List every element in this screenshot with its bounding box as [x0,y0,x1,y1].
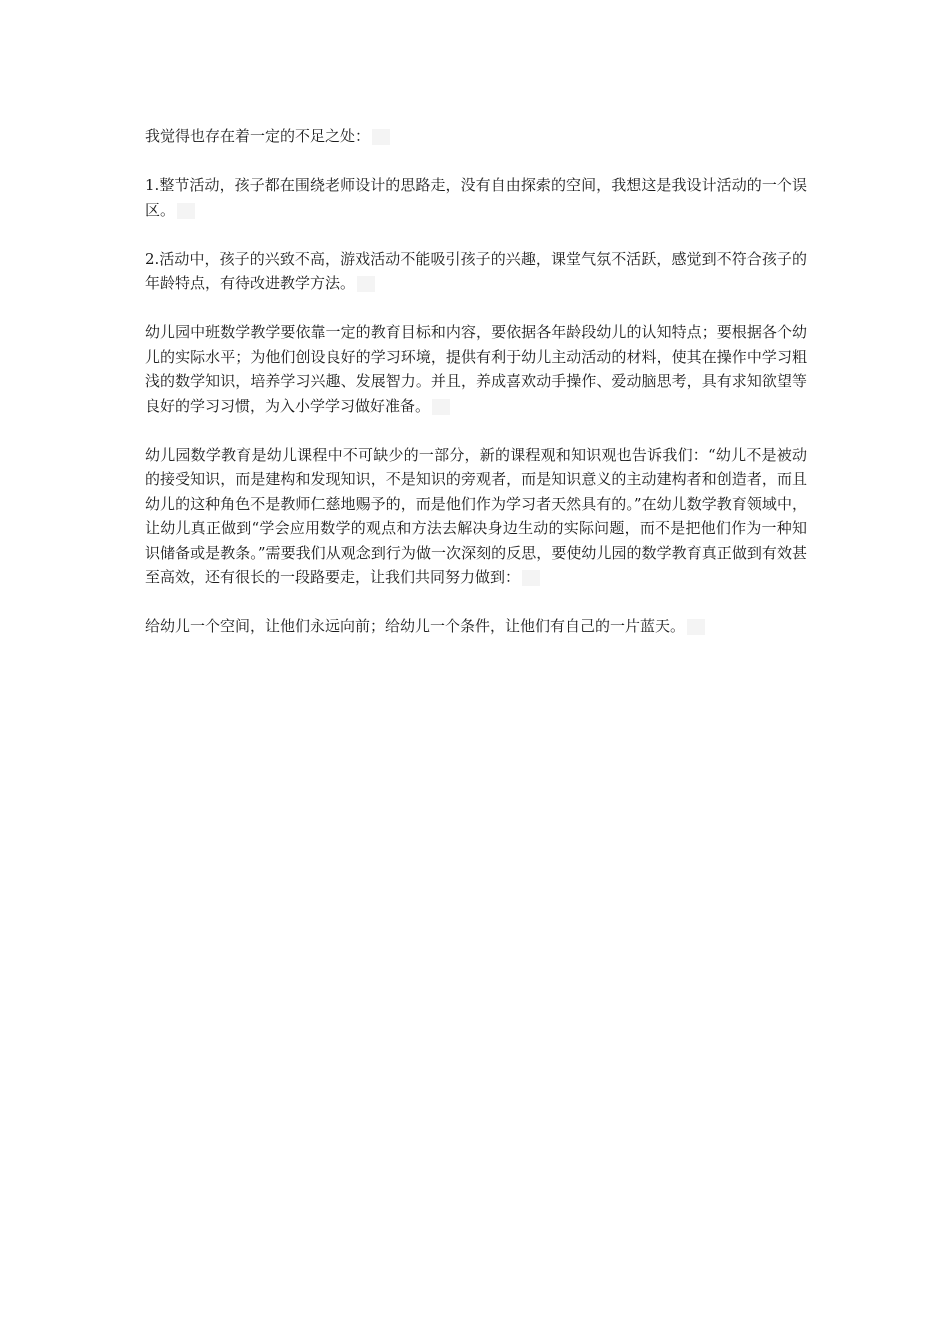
paragraph-end-mark [687,619,705,635]
paragraph-text: 给幼儿一个空间，让他们永远向前；给幼儿一个条件，让他们有自己的一片蓝天。 [145,617,686,635]
document-body [145,124,807,663]
paragraph-text: 2.活动中，孩子的兴致不高，游戏活动不能吸引孩子的兴趣，课堂气氛不活跃，感觉到不符合孩子的年龄特点，有待改进教学方法。 [145,249,807,292]
paragraph-closing [145,614,807,639]
paragraph-end-mark [432,399,450,415]
paragraph-end-mark [372,129,390,145]
paragraph-text: 1.整节活动，孩子都在围绕老师设计的思路走，没有自由探索的空间，我想这是我设计活动的一个误区。 [145,176,807,219]
paragraph-end-mark [522,570,540,586]
paragraph-end-mark [357,276,375,292]
paragraph-teaching-goals [145,320,807,418]
paragraph-text: 幼儿园数学教育是幼儿课程中不可缺少的一部分，新的课程观和知识观也告诉我们：“幼儿不是被动的接受知识，而是建构和发现知识，不是知识的旁观者，而是知识意义的主动建构者和创造者，而且幼儿的这种角色不是教师仁慈地赐予的，而是他们作为学习者天然具有的。”在幼儿数学教育领域中，让幼儿真正做到“学会应用数学的观点和方法去解决身边生动的实际问题，而不是把他们作为一种知识储备或是教条。”需要我们从观念到行为做一次深刻的反思，要使幼儿园的数学教育真正做到有效甚至高效，还有很长的一段路要走，让我们共同努力做到： [145,445,807,586]
paragraph-end-mark [177,203,195,219]
paragraph-math-education [145,443,807,590]
paragraph-text: 我觉得也存在着一定的不足之处： [145,127,371,145]
paragraph-text: 幼儿园中班数学教学要依靠一定的教育目标和内容，要依据各年龄段幼儿的认知特点；要根据各个幼儿的实际水平；为他们创设良好的学习环境，提供有利于幼儿主动活动的材料，使其在操作中学习粗浅的数学知识，培养学习兴趣、发展智力。并且，养成喜欢动手操作、爱动脑思考，具有求知欲望等良好的学习习惯，为入小学学习做好准备。 [145,323,807,415]
paragraph-point-2 [145,247,807,296]
paragraph-point-1 [145,173,807,222]
paragraph-intro [145,124,807,149]
